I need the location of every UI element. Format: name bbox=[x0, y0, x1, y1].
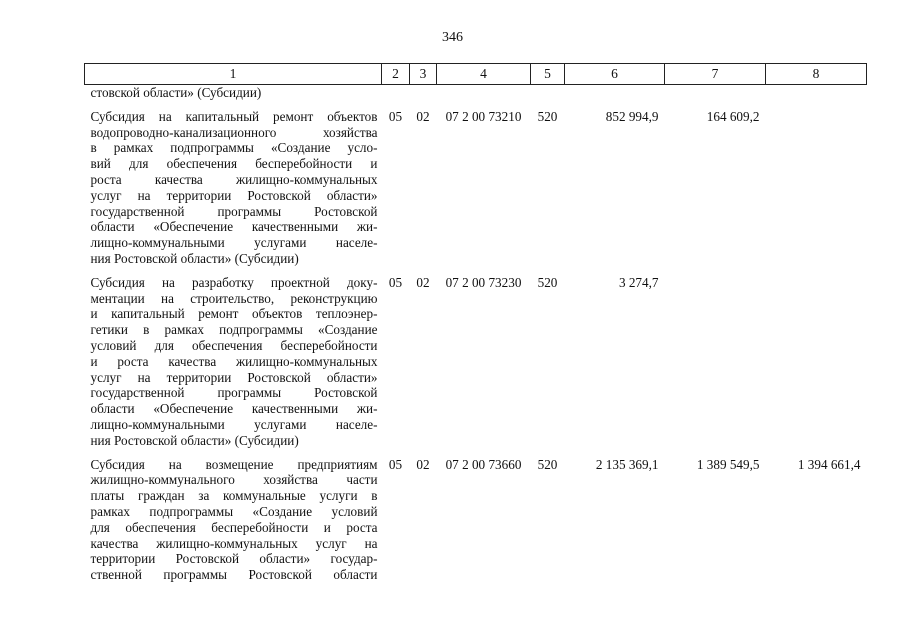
amount-col-6: 852 994,9 bbox=[605, 108, 659, 124]
table-row bbox=[85, 109, 867, 275]
column-header: 1 bbox=[85, 64, 382, 85]
text-line: Субсидия на разработку проектной доку- bbox=[90, 274, 378, 290]
target-article-code: 07 2 00 73230 bbox=[445, 274, 522, 290]
column-header: 6 bbox=[565, 64, 665, 85]
table-row bbox=[85, 457, 867, 591]
text-line: и роста качества жилищно-коммунальных bbox=[90, 353, 378, 369]
text-line: гетики в рамках подпрограммы «Создание bbox=[90, 322, 378, 338]
amount-col-7 bbox=[665, 275, 766, 457]
amount-col-6: 3 274,7 bbox=[618, 274, 659, 290]
text-line: услуг на территории Ростовской области» bbox=[90, 369, 378, 385]
column-header: 5 bbox=[531, 64, 565, 85]
amount-col-8 bbox=[766, 109, 867, 275]
text-line: ментации на строительство, реконструкцию bbox=[90, 290, 378, 306]
text-line: стовской области» (Субсидии) bbox=[90, 85, 262, 100]
text-line: качества жилищно-коммунальных услуг на bbox=[90, 535, 378, 551]
text-line: лищно-коммунальными услугами населе- bbox=[90, 416, 378, 432]
row-description bbox=[85, 275, 382, 457]
text-line: роста качества жилищно-коммунальных bbox=[90, 171, 378, 187]
continuation-row bbox=[85, 85, 867, 109]
text-line: государственной программы Ростовской bbox=[90, 385, 378, 401]
text-line: лищно-коммунальными услугами населе- bbox=[90, 235, 378, 251]
text-line: государственной программы Ростовской bbox=[90, 203, 378, 219]
text-line: ственной программы Ростовской области bbox=[90, 567, 378, 583]
text-line: водопроводно-канализационного хозяйства bbox=[90, 124, 378, 140]
amount-col-6: 2 135 369,1 bbox=[595, 456, 659, 472]
expense-type-code: 520 bbox=[537, 108, 558, 124]
text-line: Субсидия на капитальный ремонт объектов bbox=[90, 108, 378, 124]
section-code: 05 bbox=[388, 274, 403, 290]
text-line: платы граждан за коммунальные услуги в bbox=[90, 488, 378, 504]
target-article-code: 07 2 00 73210 bbox=[445, 108, 522, 124]
target-article-code: 07 2 00 73660 bbox=[445, 456, 522, 472]
table-row bbox=[85, 275, 867, 457]
table-header-row bbox=[85, 64, 867, 85]
text-line: Субсидия на возмещение предприятиям bbox=[90, 456, 378, 472]
column-header: 7 bbox=[665, 64, 766, 85]
text-line: для обеспечения бесперебойности и роста bbox=[90, 519, 378, 535]
text-line: области «Обеспечение качественными жи- bbox=[90, 219, 378, 235]
amount-col-7: 164 609,2 bbox=[706, 108, 760, 124]
text-line: территории Ростовской области» государ- bbox=[90, 551, 378, 567]
subsection-code: 02 bbox=[416, 274, 430, 290]
text-line: рамках подпрограммы «Создание условий bbox=[90, 503, 378, 519]
text-line: услуг на территории Ростовской области» bbox=[90, 187, 378, 203]
subsection-code: 02 bbox=[416, 456, 430, 472]
row-description bbox=[85, 457, 382, 591]
page-number: 346 bbox=[442, 30, 463, 45]
text-line: условий для обеспечения бесперебойности bbox=[90, 337, 378, 353]
section-code: 05 bbox=[388, 108, 403, 124]
section-code: 05 bbox=[388, 456, 403, 472]
expense-type-code: 520 bbox=[537, 456, 558, 472]
amount-col-8: 1 394 661,4 bbox=[797, 456, 861, 472]
subsection-code: 02 bbox=[416, 108, 430, 124]
text-line: области «Обеспечение качественными жи- bbox=[90, 401, 378, 417]
text-line: ния Ростовской области» (Субсидии) bbox=[90, 250, 299, 266]
column-header: 4 bbox=[437, 64, 531, 85]
text-line: в рамках подпрограммы «Создание усло- bbox=[90, 140, 378, 156]
amount-col-8 bbox=[766, 275, 867, 457]
text-line: ния Ростовской области» (Субсидии) bbox=[90, 432, 299, 448]
amount-col-7: 1 389 549,5 bbox=[696, 456, 760, 472]
budget-table bbox=[84, 63, 867, 591]
row-description bbox=[85, 85, 382, 109]
expense-type-code: 520 bbox=[537, 274, 558, 290]
text-line: и капитальный ремонт объектов теплоэнер- bbox=[90, 306, 378, 322]
column-header: 8 bbox=[766, 64, 867, 85]
column-header: 3 bbox=[410, 64, 437, 85]
column-header: 2 bbox=[382, 64, 410, 85]
text-line: жилищно-коммунального хозяйства части bbox=[90, 472, 378, 488]
row-description bbox=[85, 109, 382, 275]
text-line: вий для обеспечения бесперебойности и bbox=[90, 156, 378, 172]
